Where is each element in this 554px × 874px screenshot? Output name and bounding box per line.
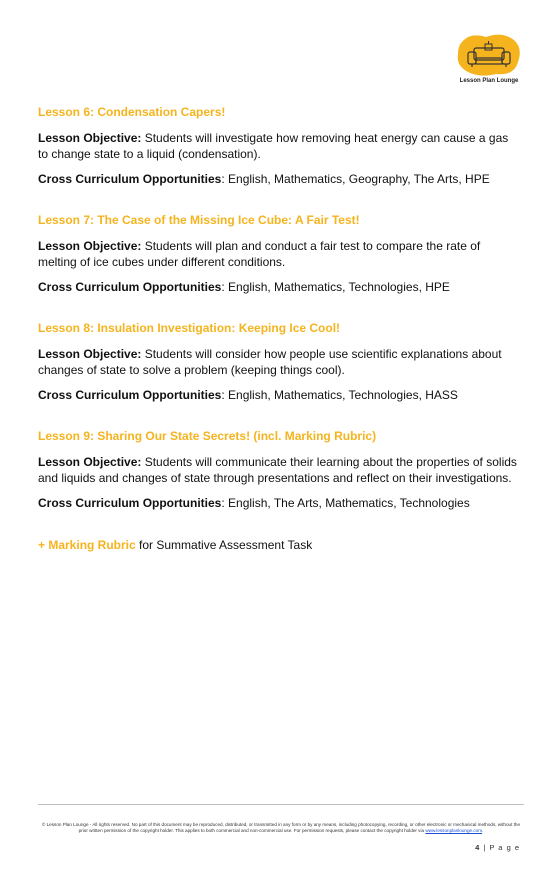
copyright-end: .: [482, 828, 484, 834]
website-link[interactable]: www.lessonplanlounge.com: [425, 828, 483, 834]
objective-text: Students will investigate how removing heat energy can cause a gas to change state to a liquid (condensation).: [38, 131, 509, 161]
objective-text: Students will consider how people use scientific explanations about changes of state to solve a problem (keeping things cool).: [38, 347, 502, 377]
cross-curriculum: [38, 495, 518, 511]
lesson-objective: [38, 346, 518, 378]
cross-curriculum-label: Cross Curriculum Opportunities: [38, 172, 222, 186]
lesson-objective: [38, 238, 518, 270]
sofa-logo-icon: [456, 34, 522, 78]
copyright-text: © Lesson Plan Lounge - All rights reserved. No part of this document may be reproduced, distributed, or transmitted in any form or by any means, including photocopying, recording, or other electronic or mechanical methods, without the prior written permission of the copyright holder. This applies to both commercial and non-commercial use. For permission requests, please contact the copyright holder via: [41, 822, 521, 834]
lesson-objective: [38, 454, 518, 486]
cross-curriculum-text: : English, Mathematics, Technologies, HASS: [221, 388, 458, 402]
cross-curriculum-text: : English, Mathematics, Technologies, HPE: [221, 280, 450, 294]
cross-curriculum: [38, 279, 518, 295]
page-number-value: 4: [475, 843, 481, 852]
cross-curriculum: [38, 171, 518, 187]
lesson-objective: [38, 130, 518, 162]
page-number-separator: |: [480, 843, 490, 852]
cross-curriculum-text: : English, The Arts, Mathematics, Technologies: [221, 496, 470, 510]
objective-label: Lesson Objective:: [38, 455, 142, 469]
cross-curriculum-text: : English, Mathematics, Geography, The Arts, HPE: [221, 172, 490, 186]
objective-label: Lesson Objective:: [38, 347, 142, 361]
cross-curriculum-label: Cross Curriculum Opportunities: [38, 388, 222, 402]
page-number: [475, 843, 520, 852]
lesson-7: [38, 213, 518, 295]
lesson-8: [38, 321, 518, 403]
marking-rubric-text: for Summative Assessment Task: [135, 538, 313, 552]
objective-text: Students will plan and conduct a fair test to compare the rate of melting of ice cubes under different conditions.: [38, 239, 481, 269]
footer-divider: [38, 804, 524, 805]
footer-copyright: [40, 822, 522, 835]
lesson-9: [38, 429, 518, 511]
lesson-title: Lesson 9: Sharing Our State Secrets! (incl. Marking Rubric): [38, 429, 377, 443]
lesson-title: Lesson 6: Condensation Capers!: [38, 105, 226, 119]
objective-text: Students will communicate their learning about the properties of solids and liquids and changes of state through presentations and reflect on their investigations.: [38, 455, 517, 485]
lesson-title: Lesson 7: The Case of the Missing Ice Cube: A Fair Test!: [38, 213, 360, 227]
lesson-title: Lesson 8: Insulation Investigation: Keeping Ice Cool!: [38, 321, 341, 335]
objective-label: Lesson Objective:: [38, 239, 142, 253]
cross-curriculum: [38, 387, 518, 403]
cross-curriculum-label: Cross Curriculum Opportunities: [38, 496, 222, 510]
objective-label: Lesson Objective:: [38, 131, 142, 145]
lesson-6: [38, 105, 518, 187]
logo: [456, 34, 522, 88]
cross-curriculum-label: Cross Curriculum Opportunities: [38, 280, 222, 294]
marking-rubric-note: [38, 537, 518, 553]
page-label: P a g e: [489, 843, 520, 852]
logo-text: Lesson Plan Lounge: [459, 78, 519, 84]
lesson-list: [38, 105, 518, 553]
marking-rubric-highlight: + Marking Rubric: [38, 538, 136, 552]
